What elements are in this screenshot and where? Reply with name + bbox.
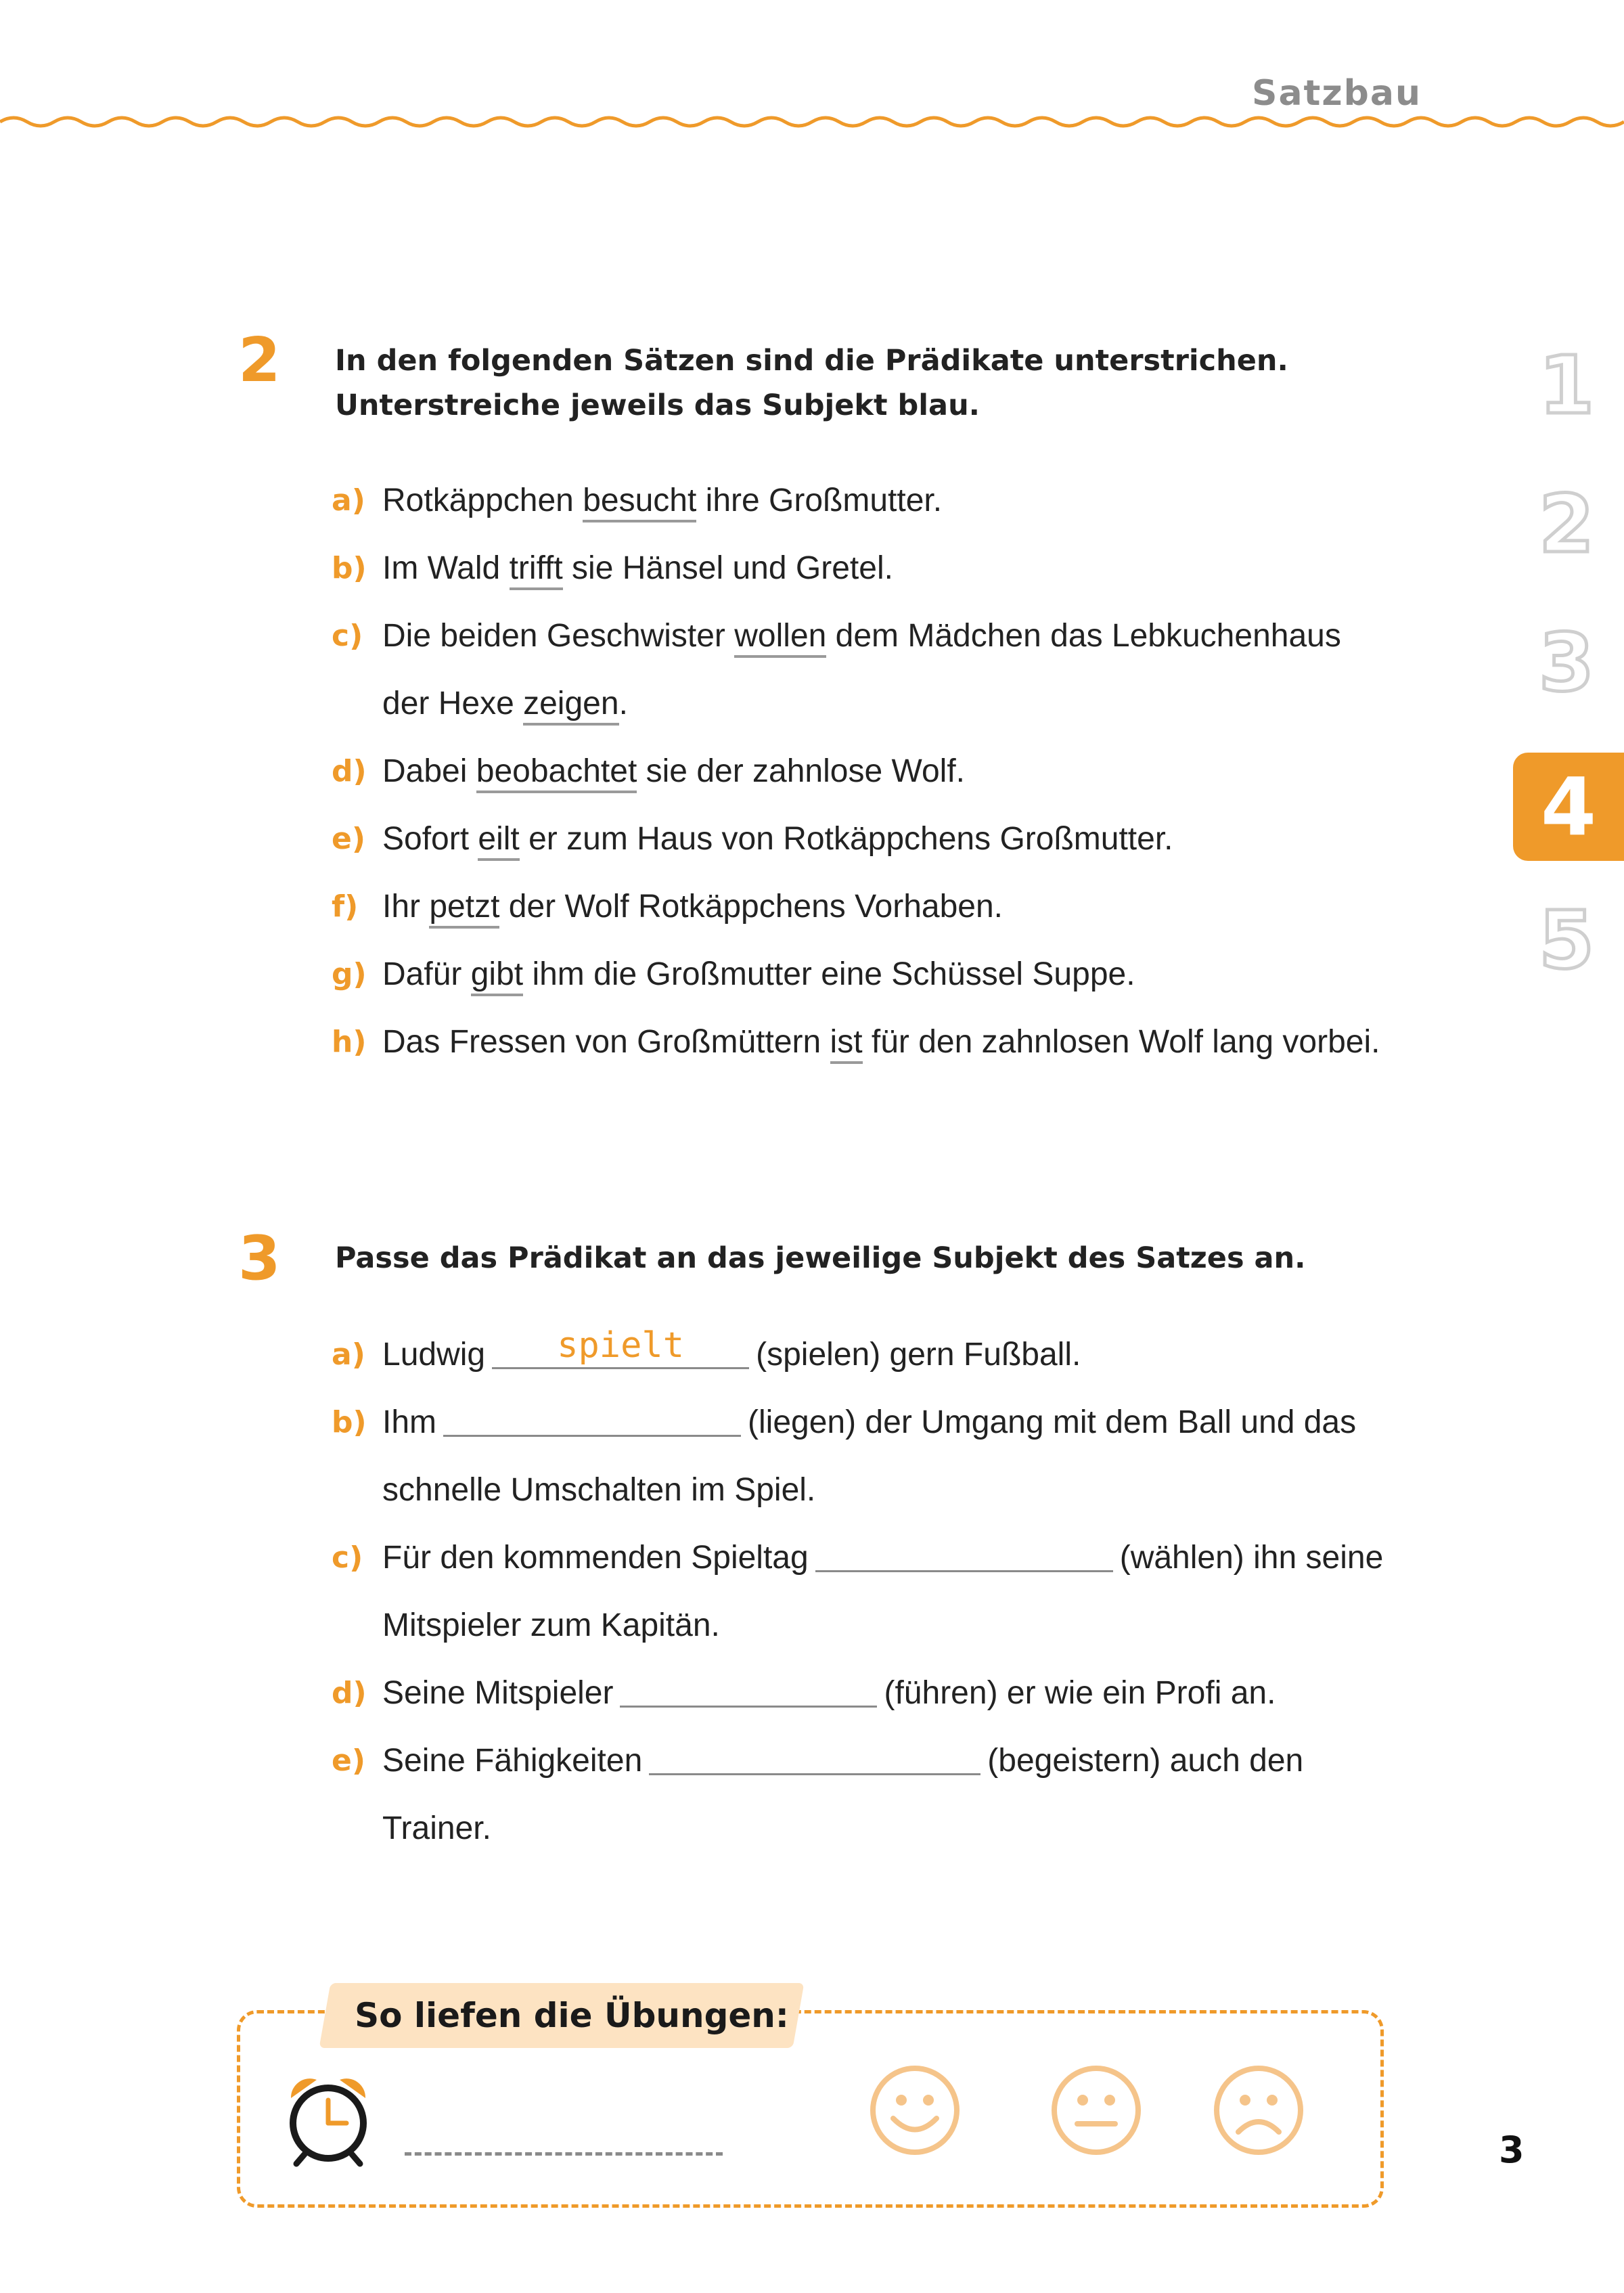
page-number: 3 bbox=[1499, 2129, 1525, 2171]
time-input-line[interactable] bbox=[405, 2152, 723, 2156]
sentence-after-gap: (führen) er wie ein Profi an. bbox=[884, 1675, 1276, 1711]
sentence-after-gap: (liegen) der Umgang mit dem Ball und das schnelle Umschalten im Spiel. bbox=[382, 1404, 1357, 1508]
task-instruction: Passe das Prädikat an das jeweilige Subjekt des Satzes an. bbox=[335, 1241, 1306, 1275]
chapter-nav-item-2[interactable]: 2 bbox=[1538, 477, 1595, 571]
sentence-before-gap: Ihm bbox=[382, 1404, 437, 1440]
header-wave-line bbox=[0, 102, 1624, 149]
predicate-underlined: beobachtet bbox=[476, 753, 637, 793]
item-letter: h) bbox=[332, 1025, 367, 1059]
sentence-fragment: dem Mädchen das Lebkuchenhaus der Hexe bbox=[382, 618, 1341, 721]
predicate-underlined: petzt bbox=[429, 889, 499, 929]
fill-in-item bbox=[332, 1524, 1387, 1660]
sentence-before-gap: Seine Fähigkeiten bbox=[382, 1743, 643, 1779]
predicate-underlined: zeigen bbox=[523, 686, 618, 726]
sentence-fragment: Dabei bbox=[382, 753, 476, 789]
item-letter: b) bbox=[332, 1405, 367, 1440]
sentence-item bbox=[332, 1008, 1387, 1076]
sentence-fragment: ihm die Großmutter eine Schüssel Suppe. bbox=[523, 956, 1135, 992]
feedback-label: So liefen die Übungen: bbox=[355, 1996, 789, 2035]
sentence-fragment: für den zahnlosen Wolf lang vorbei. bbox=[862, 1024, 1380, 1060]
happy-face-icon[interactable] bbox=[867, 2063, 962, 2158]
neutral-face-icon[interactable] bbox=[1049, 2063, 1144, 2158]
predicate-underlined: besucht bbox=[583, 483, 696, 522]
answer-blank[interactable] bbox=[815, 1531, 1113, 1572]
sentence-item bbox=[332, 602, 1387, 738]
sentence-text[interactable] bbox=[382, 873, 1387, 941]
sentence-fragment: Die beiden Geschwister bbox=[382, 618, 735, 654]
sentence-fragment: sie Hänsel und Gretel. bbox=[562, 550, 893, 586]
fill-in-item bbox=[332, 1389, 1387, 1524]
sentence-item bbox=[332, 535, 1387, 602]
sentence-text bbox=[382, 1524, 1387, 1660]
sentence-fragment: Das Fressen von Großmüttern bbox=[382, 1024, 830, 1060]
sentence-item bbox=[332, 738, 1387, 805]
fill-in-item bbox=[332, 1727, 1387, 1863]
item-letter: a) bbox=[332, 1337, 365, 1372]
task-2-sentences bbox=[332, 467, 1387, 1076]
predicate-underlined: eilt bbox=[478, 821, 519, 861]
predicate-underlined: wollen bbox=[734, 618, 826, 658]
task-number: 2 bbox=[238, 325, 281, 396]
item-letter: a) bbox=[332, 483, 365, 518]
sentence-item bbox=[332, 805, 1387, 873]
chapter-nav-item-1[interactable]: 1 bbox=[1538, 338, 1595, 432]
item-letter: e) bbox=[332, 1743, 365, 1778]
sentence-before-gap: Ludwig bbox=[382, 1337, 486, 1373]
item-letter: g) bbox=[332, 957, 367, 992]
sentence-after-gap: (begeistern) auch den Trainer. bbox=[382, 1743, 1304, 1846]
chapter-title: Satzbau bbox=[1252, 73, 1422, 114]
sentence-fragment: Im Wald bbox=[382, 550, 510, 586]
sentence-fragment: sie der zahnlose Wolf. bbox=[637, 753, 965, 789]
fill-in-item bbox=[332, 1321, 1387, 1389]
predicate-underlined: gibt bbox=[471, 956, 523, 996]
sentence-fragment: der Wolf Rotkäppchens Vorhaben. bbox=[499, 889, 1003, 925]
sentence-item bbox=[332, 467, 1387, 535]
sentence-fragment: Dafür bbox=[382, 956, 471, 992]
fill-in-item bbox=[332, 1660, 1387, 1727]
answer-blank[interactable] bbox=[620, 1666, 877, 1708]
item-letter: c) bbox=[332, 1540, 363, 1575]
sad-face-icon[interactable] bbox=[1211, 2063, 1306, 2158]
item-letter: e) bbox=[332, 822, 365, 856]
chapter-nav-item-4-active[interactable]: 4 bbox=[1513, 753, 1624, 861]
sentence-fragment: . bbox=[618, 686, 628, 721]
sentence-after-gap: (wählen) ihn seine Mitspieler zum Kapitän. bbox=[382, 1540, 1384, 1643]
sentence-before-gap: Seine Mitspieler bbox=[382, 1675, 614, 1711]
item-letter: d) bbox=[332, 1676, 367, 1710]
sentence-text[interactable] bbox=[382, 805, 1387, 873]
answer-blank[interactable] bbox=[492, 1325, 749, 1369]
predicate-underlined: trifft bbox=[510, 550, 563, 590]
item-letter: d) bbox=[332, 754, 367, 788]
sentence-text bbox=[382, 1389, 1387, 1524]
sentence-text bbox=[382, 1321, 1387, 1389]
sentence-after-gap: (spielen) gern Fußball. bbox=[756, 1337, 1081, 1373]
task-instruction: In den folgenden Sätzen sind die Prädikate unterstrichen. Unterstreiche jeweils das Subjekt blau. bbox=[335, 344, 1288, 422]
sentence-fragment: er zum Haus von Rotkäppchens Großmutter. bbox=[519, 821, 1173, 857]
sentence-text[interactable] bbox=[382, 941, 1387, 1008]
sentence-before-gap: Für den kommenden Spieltag bbox=[382, 1540, 809, 1576]
handwritten-answer: spielt bbox=[557, 1325, 685, 1366]
sentence-item bbox=[332, 941, 1387, 1008]
answer-blank[interactable] bbox=[443, 1396, 741, 1437]
item-letter: f) bbox=[332, 889, 359, 924]
sentence-fragment: Sofort bbox=[382, 821, 478, 857]
sentence-fragment: Rotkäppchen bbox=[382, 483, 583, 518]
task-3-sentences bbox=[332, 1321, 1387, 1863]
sentence-text[interactable] bbox=[382, 467, 1387, 535]
sentence-text[interactable] bbox=[382, 602, 1387, 738]
sentence-text[interactable] bbox=[382, 1008, 1387, 1076]
sentence-text bbox=[382, 1660, 1387, 1727]
sentence-text bbox=[382, 1727, 1387, 1863]
sentence-text[interactable] bbox=[382, 535, 1387, 602]
feedback-panel bbox=[237, 1983, 1387, 2213]
chapter-nav-item-5[interactable]: 5 bbox=[1538, 893, 1595, 987]
alarm-clock-icon bbox=[277, 2068, 379, 2169]
task-number: 3 bbox=[238, 1223, 281, 1294]
sentence-item bbox=[332, 873, 1387, 941]
sentence-text[interactable] bbox=[382, 738, 1387, 805]
chapter-nav-item-3[interactable]: 3 bbox=[1538, 616, 1595, 709]
predicate-underlined: ist bbox=[830, 1024, 863, 1064]
item-letter: b) bbox=[332, 551, 367, 585]
sentence-fragment: Ihr bbox=[382, 889, 430, 925]
sentence-fragment: ihre Großmutter. bbox=[696, 483, 943, 518]
item-letter: c) bbox=[332, 619, 363, 653]
answer-blank[interactable] bbox=[649, 1734, 980, 1775]
